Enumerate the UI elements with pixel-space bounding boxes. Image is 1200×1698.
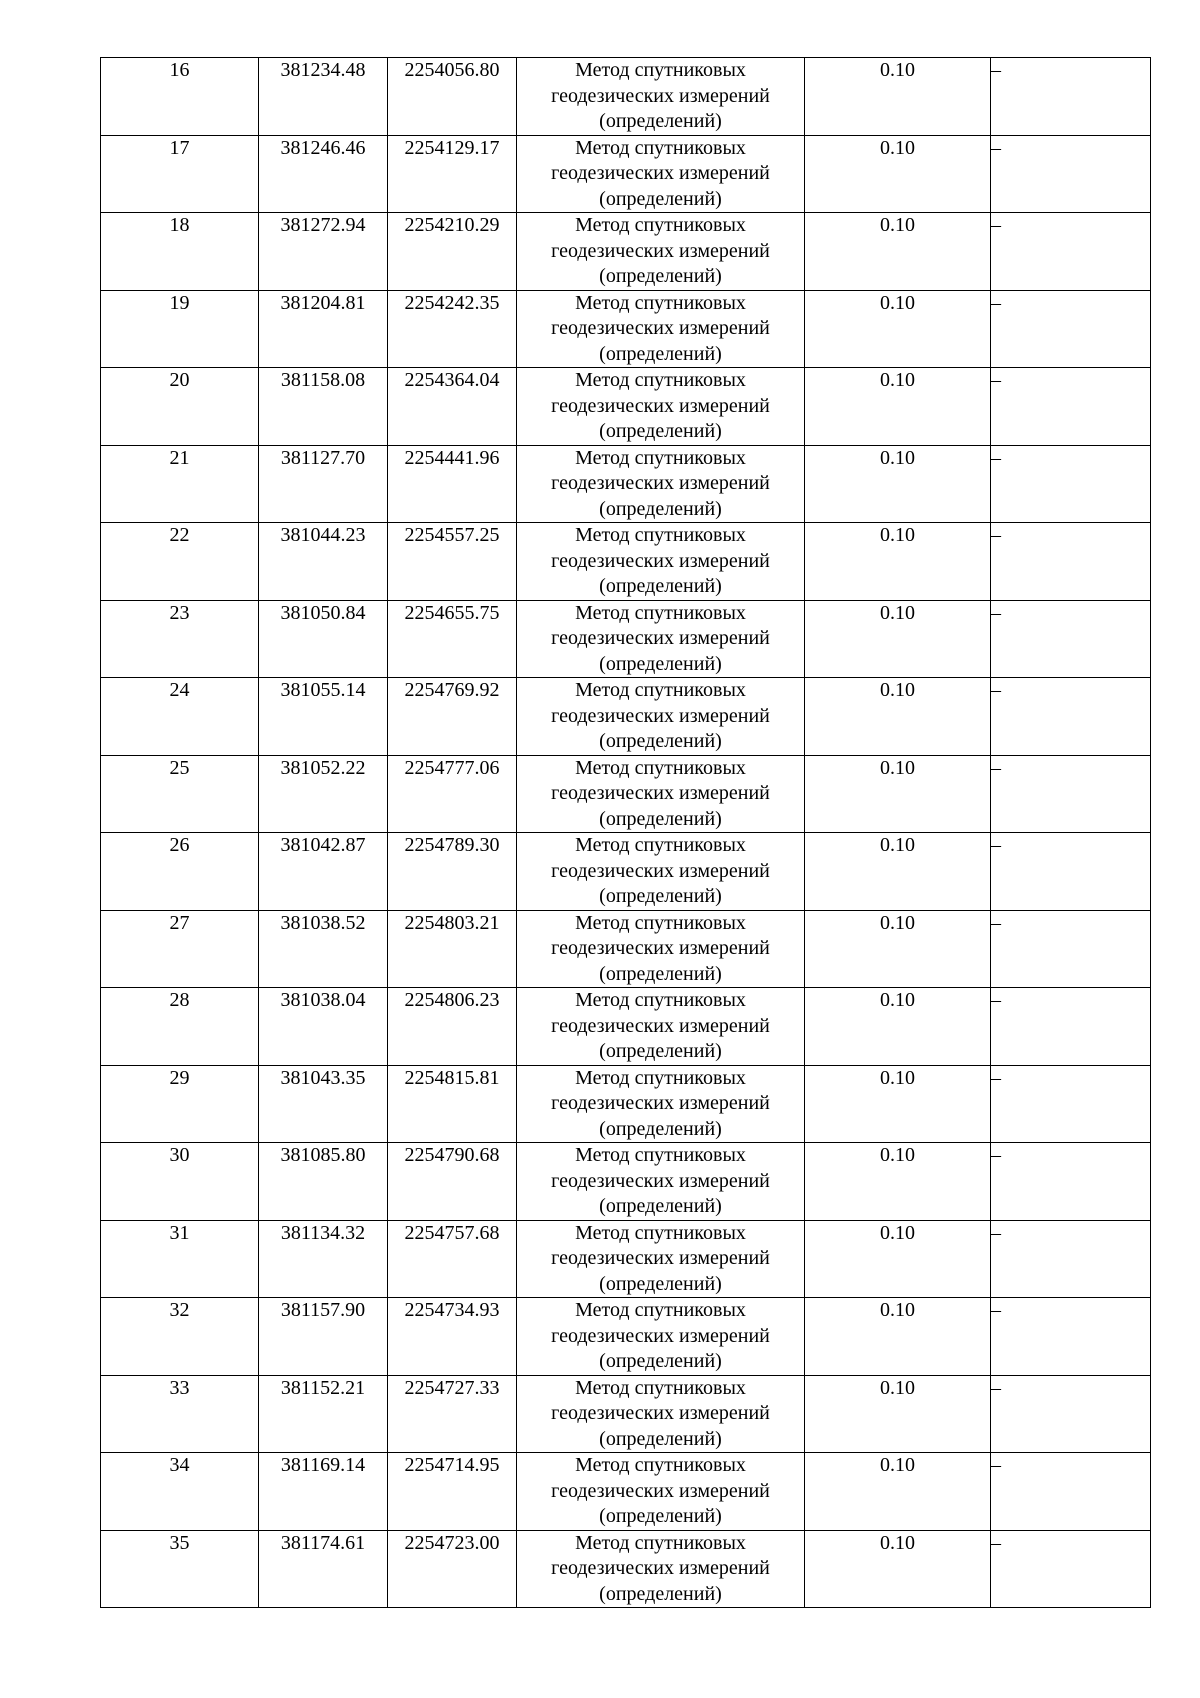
note-cell: –	[991, 1375, 1151, 1453]
table-row	[101, 1143, 1151, 1221]
method-line: (определений)	[599, 1117, 722, 1140]
method-line: (определений)	[599, 420, 722, 442]
table-row	[101, 600, 1151, 678]
method-line: Метод спутниковых	[575, 291, 746, 314]
accuracy-cell: 0.10	[805, 1065, 991, 1143]
method-line: (определений)	[599, 1040, 722, 1062]
method-line: (определений)	[599, 730, 722, 752]
x-coordinate-cell: 381055.14	[259, 678, 388, 756]
x-coordinate-cell: 381134.32	[259, 1220, 388, 1298]
method-cell	[517, 1220, 805, 1298]
note-cell: –	[991, 1220, 1151, 1298]
y-coordinate-cell: 2254789.30	[388, 833, 517, 911]
accuracy-cell: 0.10	[805, 368, 991, 446]
method-line: (определений)	[599, 187, 722, 210]
method-line: (определений)	[599, 1505, 722, 1527]
note-cell: –	[991, 445, 1151, 523]
method-line: геодезических измерений	[551, 859, 770, 882]
method-cell	[517, 1530, 805, 1608]
table-row	[101, 445, 1151, 523]
x-coordinate-cell: 381043.35	[259, 1065, 388, 1143]
method-cell	[517, 755, 805, 833]
method-line: (определений)	[599, 265, 722, 287]
accuracy-cell: 0.10	[805, 290, 991, 368]
accuracy-cell: 0.10	[805, 833, 991, 911]
method-line: (определений)	[599, 1195, 722, 1217]
accuracy-cell: 0.10	[805, 755, 991, 833]
table-row	[101, 58, 1151, 136]
y-coordinate-cell: 2254242.35	[388, 290, 517, 368]
x-coordinate-cell: 381272.94	[259, 213, 388, 291]
method-line: геодезических измерений	[551, 1557, 770, 1579]
point-number-cell: 25	[101, 755, 259, 833]
note-cell: –	[991, 1453, 1151, 1531]
x-coordinate-cell: 381157.90	[259, 1298, 388, 1376]
accuracy-cell: 0.10	[805, 1298, 991, 1376]
method-line: (определений)	[599, 497, 722, 520]
x-coordinate-cell: 381042.87	[259, 833, 388, 911]
accuracy-cell: 0.10	[805, 600, 991, 678]
accuracy-cell: 0.10	[805, 988, 991, 1066]
note-cell: –	[991, 910, 1151, 988]
table-row	[101, 755, 1151, 833]
note-cell: –	[991, 1298, 1151, 1376]
note-cell: –	[991, 1530, 1151, 1608]
method-line: Метод спутниковых	[575, 446, 746, 469]
table-row	[101, 1065, 1151, 1143]
method-line: Метод спутниковых	[575, 1454, 746, 1476]
point-number-cell: 29	[101, 1065, 259, 1143]
method-line: геодезических измерений	[551, 472, 770, 494]
point-number-cell: 20	[101, 368, 259, 446]
table-row	[101, 1375, 1151, 1453]
method-cell	[517, 58, 805, 136]
method-line: Метод спутниковых	[575, 524, 746, 546]
method-line: (определений)	[599, 342, 722, 365]
method-line: Метод спутниковых	[575, 59, 746, 81]
point-number-cell: 28	[101, 988, 259, 1066]
method-cell	[517, 910, 805, 988]
note-cell: –	[991, 600, 1151, 678]
x-coordinate-cell: 381234.48	[259, 58, 388, 136]
accuracy-cell: 0.10	[805, 58, 991, 136]
method-cell	[517, 523, 805, 601]
method-line: геодезических измерений	[551, 394, 770, 417]
method-cell	[517, 600, 805, 678]
method-line: геодезических измерений	[551, 1402, 770, 1424]
y-coordinate-cell: 2254714.95	[388, 1453, 517, 1531]
accuracy-cell: 0.10	[805, 135, 991, 213]
y-coordinate-cell: 2254777.06	[388, 755, 517, 833]
y-coordinate-cell: 2254210.29	[388, 213, 517, 291]
method-line: (определений)	[599, 807, 722, 830]
note-cell: –	[991, 58, 1151, 136]
x-coordinate-cell: 381052.22	[259, 755, 388, 833]
table-row	[101, 368, 1151, 446]
note-cell: –	[991, 290, 1151, 368]
y-coordinate-cell: 2254790.68	[388, 1143, 517, 1221]
x-coordinate-cell: 381038.52	[259, 910, 388, 988]
point-number-cell: 16	[101, 58, 259, 136]
x-coordinate-cell: 381127.70	[259, 445, 388, 523]
table-row	[101, 833, 1151, 911]
method-cell	[517, 1143, 805, 1221]
point-number-cell: 23	[101, 600, 259, 678]
method-line: Метод спутниковых	[575, 756, 746, 779]
method-line: (определений)	[599, 110, 722, 132]
x-coordinate-cell: 381246.46	[259, 135, 388, 213]
table-row	[101, 1453, 1151, 1531]
note-cell: –	[991, 755, 1151, 833]
accuracy-cell: 0.10	[805, 1530, 991, 1608]
y-coordinate-cell: 2254769.92	[388, 678, 517, 756]
method-cell	[517, 213, 805, 291]
point-number-cell: 18	[101, 213, 259, 291]
table-row	[101, 135, 1151, 213]
x-coordinate-cell: 381204.81	[259, 290, 388, 368]
method-line: геодезических измерений	[551, 317, 770, 339]
point-number-cell: 26	[101, 833, 259, 911]
method-cell	[517, 135, 805, 213]
y-coordinate-cell: 2254815.81	[388, 1065, 517, 1143]
note-cell: –	[991, 213, 1151, 291]
method-cell	[517, 1298, 805, 1376]
method-line: Метод спутниковых	[575, 989, 746, 1011]
point-number-cell: 27	[101, 910, 259, 988]
y-coordinate-cell: 2254757.68	[388, 1220, 517, 1298]
coordinates-table	[100, 57, 1151, 1608]
table-row	[101, 678, 1151, 756]
method-line: геодезических измерений	[551, 1169, 770, 1192]
accuracy-cell: 0.10	[805, 213, 991, 291]
accuracy-cell: 0.10	[805, 1453, 991, 1531]
note-cell: –	[991, 1143, 1151, 1221]
table-row	[101, 910, 1151, 988]
table-row	[101, 523, 1151, 601]
table-row	[101, 988, 1151, 1066]
y-coordinate-cell: 2254364.04	[388, 368, 517, 446]
x-coordinate-cell: 381158.08	[259, 368, 388, 446]
method-cell	[517, 290, 805, 368]
method-line: геодезических измерений	[551, 1479, 770, 1502]
method-cell	[517, 678, 805, 756]
accuracy-cell: 0.10	[805, 910, 991, 988]
point-number-cell: 32	[101, 1298, 259, 1376]
y-coordinate-cell: 2254557.25	[388, 523, 517, 601]
accuracy-cell: 0.10	[805, 1375, 991, 1453]
y-coordinate-cell: 2254734.93	[388, 1298, 517, 1376]
method-line: Метод спутниковых	[575, 214, 746, 236]
y-coordinate-cell: 2254723.00	[388, 1530, 517, 1608]
method-line: геодезических измерений	[551, 1324, 770, 1347]
method-line: Метод спутниковых	[575, 601, 746, 624]
method-line: Метод спутниковых	[575, 1531, 746, 1554]
method-line: (определений)	[599, 885, 722, 907]
accuracy-cell: 0.10	[805, 1143, 991, 1221]
point-number-cell: 21	[101, 445, 259, 523]
method-line: геодезических измерений	[551, 162, 770, 184]
y-coordinate-cell: 2254655.75	[388, 600, 517, 678]
note-cell: –	[991, 135, 1151, 213]
y-coordinate-cell: 2254056.80	[388, 58, 517, 136]
method-line: геодезических измерений	[551, 704, 770, 727]
x-coordinate-cell: 381044.23	[259, 523, 388, 601]
method-line: Метод спутниковых	[575, 136, 746, 159]
accuracy-cell: 0.10	[805, 445, 991, 523]
x-coordinate-cell: 381050.84	[259, 600, 388, 678]
note-cell: –	[991, 988, 1151, 1066]
y-coordinate-cell: 2254129.17	[388, 135, 517, 213]
method-cell	[517, 368, 805, 446]
note-cell: –	[991, 833, 1151, 911]
method-cell	[517, 1065, 805, 1143]
method-cell	[517, 1453, 805, 1531]
method-line: Метод спутниковых	[575, 1221, 746, 1244]
method-line: (определений)	[599, 962, 722, 985]
method-line: Метод спутниковых	[575, 369, 746, 391]
note-cell: –	[991, 523, 1151, 601]
method-line: геодезических измерений	[551, 239, 770, 262]
method-line: геодезических измерений	[551, 627, 770, 649]
method-cell	[517, 445, 805, 523]
y-coordinate-cell: 2254806.23	[388, 988, 517, 1066]
method-line: геодезических измерений	[551, 1247, 770, 1269]
method-line: Метод спутниковых	[575, 679, 746, 701]
method-line: (определений)	[599, 652, 722, 675]
x-coordinate-cell: 381174.61	[259, 1530, 388, 1608]
point-number-cell: 22	[101, 523, 259, 601]
table-row	[101, 1220, 1151, 1298]
table-row	[101, 1298, 1151, 1376]
point-number-cell: 35	[101, 1530, 259, 1608]
note-cell: –	[991, 678, 1151, 756]
point-number-cell: 31	[101, 1220, 259, 1298]
method-cell	[517, 1375, 805, 1453]
method-line: (определений)	[599, 1427, 722, 1450]
point-number-cell: 34	[101, 1453, 259, 1531]
x-coordinate-cell: 381038.04	[259, 988, 388, 1066]
note-cell: –	[991, 1065, 1151, 1143]
point-number-cell: 19	[101, 290, 259, 368]
method-line: Метод спутниковых	[575, 1299, 746, 1321]
method-line: Метод спутниковых	[575, 911, 746, 934]
accuracy-cell: 0.10	[805, 1220, 991, 1298]
method-line: геодезических измерений	[551, 549, 770, 572]
point-number-cell: 33	[101, 1375, 259, 1453]
x-coordinate-cell: 381085.80	[259, 1143, 388, 1221]
method-line: Метод спутниковых	[575, 1144, 746, 1166]
y-coordinate-cell: 2254803.21	[388, 910, 517, 988]
point-number-cell: 17	[101, 135, 259, 213]
method-line: (определений)	[599, 1350, 722, 1372]
method-cell	[517, 988, 805, 1066]
method-line: (определений)	[599, 575, 722, 597]
accuracy-cell: 0.10	[805, 678, 991, 756]
method-line: геодезических измерений	[551, 1092, 770, 1114]
method-line: геодезических измерений	[551, 84, 770, 107]
method-cell	[517, 833, 805, 911]
point-number-cell: 24	[101, 678, 259, 756]
method-line: геодезических измерений	[551, 937, 770, 959]
x-coordinate-cell: 381152.21	[259, 1375, 388, 1453]
y-coordinate-cell: 2254727.33	[388, 1375, 517, 1453]
method-line: Метод спутниковых	[575, 834, 746, 856]
note-cell: –	[991, 368, 1151, 446]
coordinates-table-body	[101, 58, 1151, 1608]
method-line: геодезических измерений	[551, 782, 770, 804]
x-coordinate-cell: 381169.14	[259, 1453, 388, 1531]
method-line: (определений)	[599, 1272, 722, 1295]
point-number-cell: 30	[101, 1143, 259, 1221]
method-line: Метод спутниковых	[575, 1376, 746, 1399]
table-row	[101, 213, 1151, 291]
accuracy-cell: 0.10	[805, 523, 991, 601]
method-line: (определений)	[599, 1582, 722, 1605]
method-line: геодезических измерений	[551, 1014, 770, 1037]
method-line: Метод спутниковых	[575, 1066, 746, 1089]
y-coordinate-cell: 2254441.96	[388, 445, 517, 523]
table-row	[101, 1530, 1151, 1608]
table-row	[101, 290, 1151, 368]
